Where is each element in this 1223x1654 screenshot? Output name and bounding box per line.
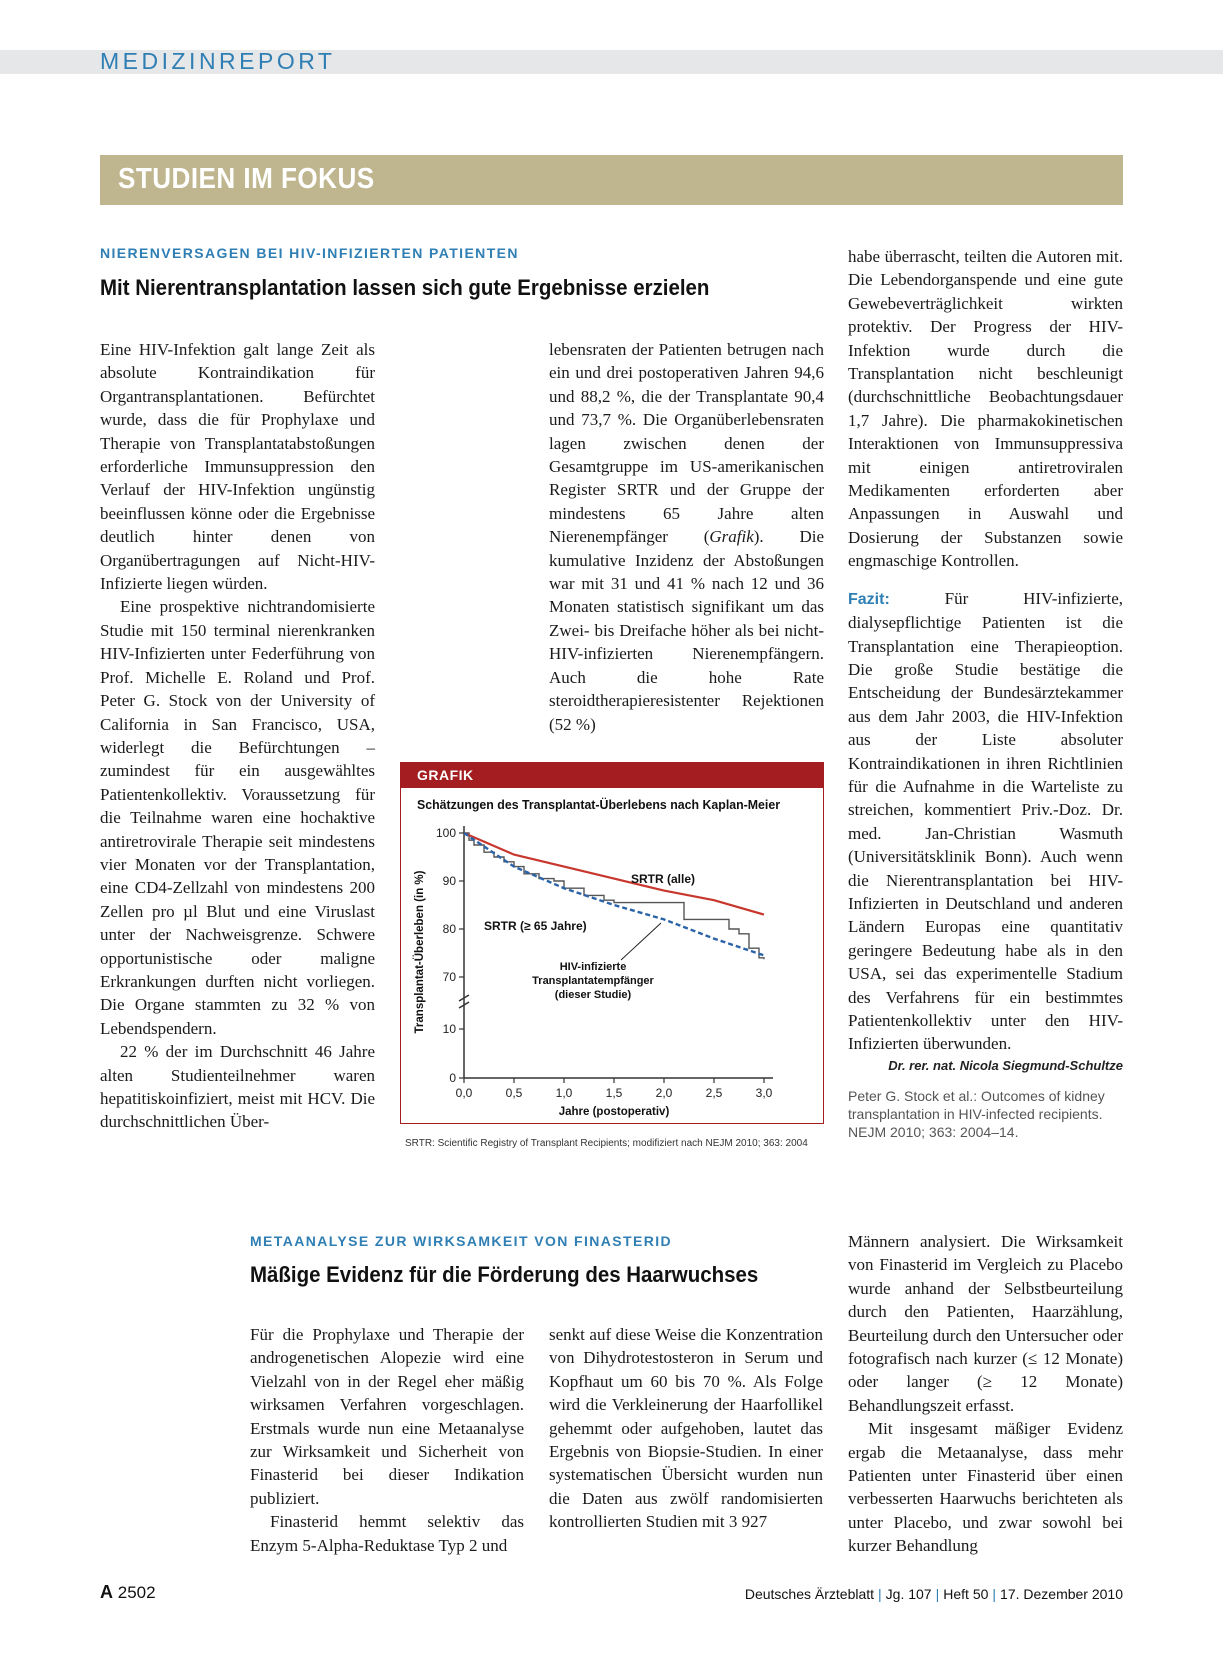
- y-tick-label: 0: [449, 1071, 456, 1085]
- x-tick-label: 2,5: [705, 1086, 723, 1100]
- article2-col2-para: senkt auf diese Weise die Konzentration von Dihydrotestosteron in Serum und Kopfhaut um 60 bis 70 %. Als Folge wird die Verkleinerung der Haarfollikel gehemmt oder aufgehoben, lautet das Ergebnis von Biopsie-Studien. In einer systematischen Übersicht wurden nun die Daten aus zwölf randomisierten kontrollierten Studien mit 3 927: [549, 1325, 823, 1532]
- article2-column-1: [250, 1323, 524, 1557]
- y-tick-label: 90: [442, 874, 456, 888]
- reference: Peter G. Stock et al.: Outcomes of kidney transplantation in HIV-infected recipients. NEJM 2010; 363: 2004–14.: [848, 1087, 1105, 1140]
- journal-date: 17. Dezember 2010: [1000, 1586, 1123, 1602]
- article1-col2-para: [549, 338, 824, 736]
- article2-headline: Mäßige Evidenz für die Förderung des Haarwuchses: [250, 1262, 759, 1287]
- y-axis-label: Transplantat-Überleben (in %): [414, 870, 426, 1034]
- y-tick-label: 10: [442, 1022, 456, 1036]
- figure-note: SRTR: Scientific Registry of Transplant Recipients; modifiziert nach NEJM 2010; 363: 2004: [405, 1138, 808, 1149]
- chart-title: Schätzungen des Transplantat-Überlebens nach Kaplan-Meier: [417, 797, 781, 812]
- grafik-reference: Grafik: [709, 527, 754, 547]
- x-tick-label: 2,0: [655, 1086, 673, 1100]
- x-axis-label: Jahre (postoperativ): [558, 1106, 670, 1118]
- article1-column-1: [100, 338, 375, 1134]
- article2-col3-para2: Mit insgesamt mäßiger Evidenz ergab die Metaanalyse, dass mehr Patienten unter Finasterid über einen verbesserten Haarwuchs berichteten als unter Placebo, und zwar sowohl bei kurzer Behandlung: [848, 1419, 1123, 1556]
- y-tick-label: 70: [442, 970, 456, 984]
- grafik-label: GRAFIK: [417, 767, 474, 783]
- kaplan-meier-chart: [401, 788, 823, 1123]
- grafik-box: [400, 762, 824, 1124]
- x-tick-label: 1,0: [555, 1086, 573, 1100]
- article2-col3-para1: Männern analysiert. Die Wirksamkeit von Finasterid im Vergleich zu Placebo wurde anhand der Selbstbeurteilung durch den Patienten, Haarzählung, Beurteilung durch den Untersucher oder fotografisch nach kurzer (≤ 12 Monate) oder langer (≥ 12 Monate) Behandlungszeit erfasst.: [848, 1232, 1123, 1415]
- hiv-pointer-line: [621, 923, 661, 960]
- x-tick-label: 1,5: [605, 1086, 623, 1100]
- article1-col2-text-a: lebensraten der Patienten betrugen nach ein und drei postoperativen Jahren 94,6 und 88,2 %, die der Transplantate 90,4 und 73,7 %. Die Organüberlebensraten lagen zwischen denen der Gesamtgruppe im US-amerikanischen Register SRTR und der Gruppe der mindestens 65 Jahre alten Nierenempfänger (: [549, 340, 824, 547]
- x-tick-label: 0,5: [505, 1086, 523, 1100]
- x-tick-label: 3,0: [755, 1086, 773, 1100]
- article1-headline: Mit Nierentransplantation lassen sich gute Ergebnisse erzielen: [100, 275, 710, 300]
- label-srtr-all: SRTR (alle): [631, 872, 696, 886]
- article2-kicker: METAANALYSE ZUR WIRKSAMKEIT VON FINASTERID: [250, 1233, 673, 1249]
- label-hiv-2: Transplantatempfänger: [532, 975, 654, 987]
- journal-volume: Jg. 107: [885, 1586, 932, 1602]
- journal-footer: Deutsches Ärzteblatt | Jg. 107 | Heft 50 | 17. Dezember 2010: [744, 1586, 1123, 1602]
- fazit-text: Für HIV-infizierte, dialysepflichtige Patienten ist die Transplantation eine Therapieoption. Die große Studie bestätige die Entscheidung der Bundesärztekammer aus dem Jahr 2003, die HIV-Infektion aus der Liste absoluter Kontraindikationen in ihren Richtlinien für die Aufnahme in die Warteliste zu streichen, kommentiert Priv.-Doz. Dr. med. Jan-Christian Wasmuth (Universitätsklinik Bonn). Auch wenn die Nierentransplantation bei HIV-Infizierten in Deutschland und anderen Ländern Europas eine quantitativ geringere Bedeutung habe als in den USA, sei das experimentelle Stadium des Verfahrens für ein bestimmtes Patientenkollektiv unter den HIV-Infizierten überwunden.: [848, 588, 1123, 1054]
- article1-col1-para1: Eine HIV-Infektion galt lange Zeit als absolute Kontraindikation für Organtransplantationen. Befürchtet wurde, dass die für Prophylaxe und Therapie von Transplantatabstoßungen erforderliche Immunsuppression den Verlauf der HIV-Infektion ungünstig beeinflussen könne oder die Ergebnisse deutlich hinter denen von Organübertragungen auf Nicht-HIV-Infizierte liegen würden.: [100, 340, 375, 594]
- section-label: MEDIZINREPORT: [100, 48, 336, 74]
- label-hiv-1: HIV-infizierte: [559, 961, 627, 973]
- section-banner: [100, 155, 1123, 205]
- page-number-value: 2502: [117, 1583, 156, 1602]
- banner-title: STUDIEN IM FOKUS: [118, 163, 375, 195]
- article1-col2-text-b: ). Die kumulative Inzidenz der Abstoßungen war mit 31 und 41 % nach 12 und 36 Monaten statistisch signifikant um das Zwei- bis Dreifache höher als bei nicht-HIV-infizierten Nierenempfängern. Auch die hohe Rate steroidtherapieresistenter Rejektionen (52 %): [549, 527, 824, 734]
- fazit-paragraph: [848, 587, 1123, 1056]
- article1-col1-para2: Eine prospektive nichtrandomisierte Studie mit 150 terminal nierenkranken HIV-Infizierten unter Federführung von Prof. Michelle E. Roland und Prof. Peter G. Stock von der University of California in San Francisco, USA, widerlegt die Befürchtungen – zumindest für ein ausgewähltes Patientenkollektiv. Voraussetzung für die Teilnahme waren eine hochaktive antiretrovirale Therapie seit mindestens vier Monaten vor der Transplantation, eine CD4-Zellzahl von mindestens 200 Zellen pro µl Blut und eine Viruslast unter der Nachweisgrenze. Schwere opportunistische oder maligne Erkrankungen durften nicht vorliegen. Die Organe stammten zu 32 % von Lebendspendern.: [100, 597, 375, 1038]
- article2-col1-para1: Für die Prophylaxe und Therapie der androgenetischen Alopezie wird eine Vielzahl von in der Regel eher mäßig wirksamen Verfahren vorgeschlagen. Erstmals wurde nun eine Metaanalyse zur Wirksamkeit und Sicherheit von Finasterid bei dieser Indikation publiziert.: [250, 1325, 524, 1508]
- page-prefix: A: [100, 1582, 113, 1602]
- label-hiv-3: (dieser Studie): [554, 989, 632, 1001]
- y-tick-label: 80: [442, 922, 456, 936]
- article1-col1-para3: 22 % der im Durchschnitt 46 Jahre alten Studienteilnehmer waren hepatitiskoinfiziert, meist mit HCV. Die durchschnittlichen Über-: [100, 1042, 375, 1132]
- author-byline: Dr. rer. nat. Nicola Siegmund-Schultze: [888, 1057, 1123, 1073]
- journal-name: Deutsches Ärzteblatt: [744, 1586, 875, 1602]
- journal-issue: Heft 50: [943, 1586, 989, 1602]
- x-tick-label: 0,0: [455, 1086, 473, 1100]
- article2-column-3: [848, 1230, 1123, 1558]
- label-srtr65: SRTR (≥ 65 Jahre): [484, 919, 587, 933]
- article1-col3-para: habe überrascht, teilten die Autoren mit. Die Lebendorganspende und eine gute Gewebeverträglichkeit wirkten protektiv. Der Progress der HIV-Infektion wurde durch die Transplantation nicht beschleunigt (durchschnittliche Beobachtungsdauer 1,7 Jahre). Die pharmakokinetischen Interaktionen von Immunsuppressiva mit einigen antiretroviralen Medikamenten erforderten aber Anpassungen in Auswahl und Dosierung der Substanzen sowie engmaschige Kontrollen.: [848, 247, 1123, 571]
- fazit-label: Fazit:: [848, 590, 890, 608]
- article1-column-2: [400, 338, 824, 736]
- y-tick-label: 100: [435, 826, 456, 840]
- page-number: [100, 1582, 156, 1603]
- article1-column-3: [848, 245, 1123, 1141]
- article1-kicker: NIERENVERSAGEN BEI HIV-INFIZIERTEN PATIENTEN: [100, 245, 519, 261]
- article2-col1-para2: Finasterid hemmt selektiv das Enzym 5-Alpha-Reduktase Typ 2 und: [250, 1512, 524, 1555]
- article2-column-2: [549, 1323, 823, 1534]
- grafik-header: [401, 763, 823, 788]
